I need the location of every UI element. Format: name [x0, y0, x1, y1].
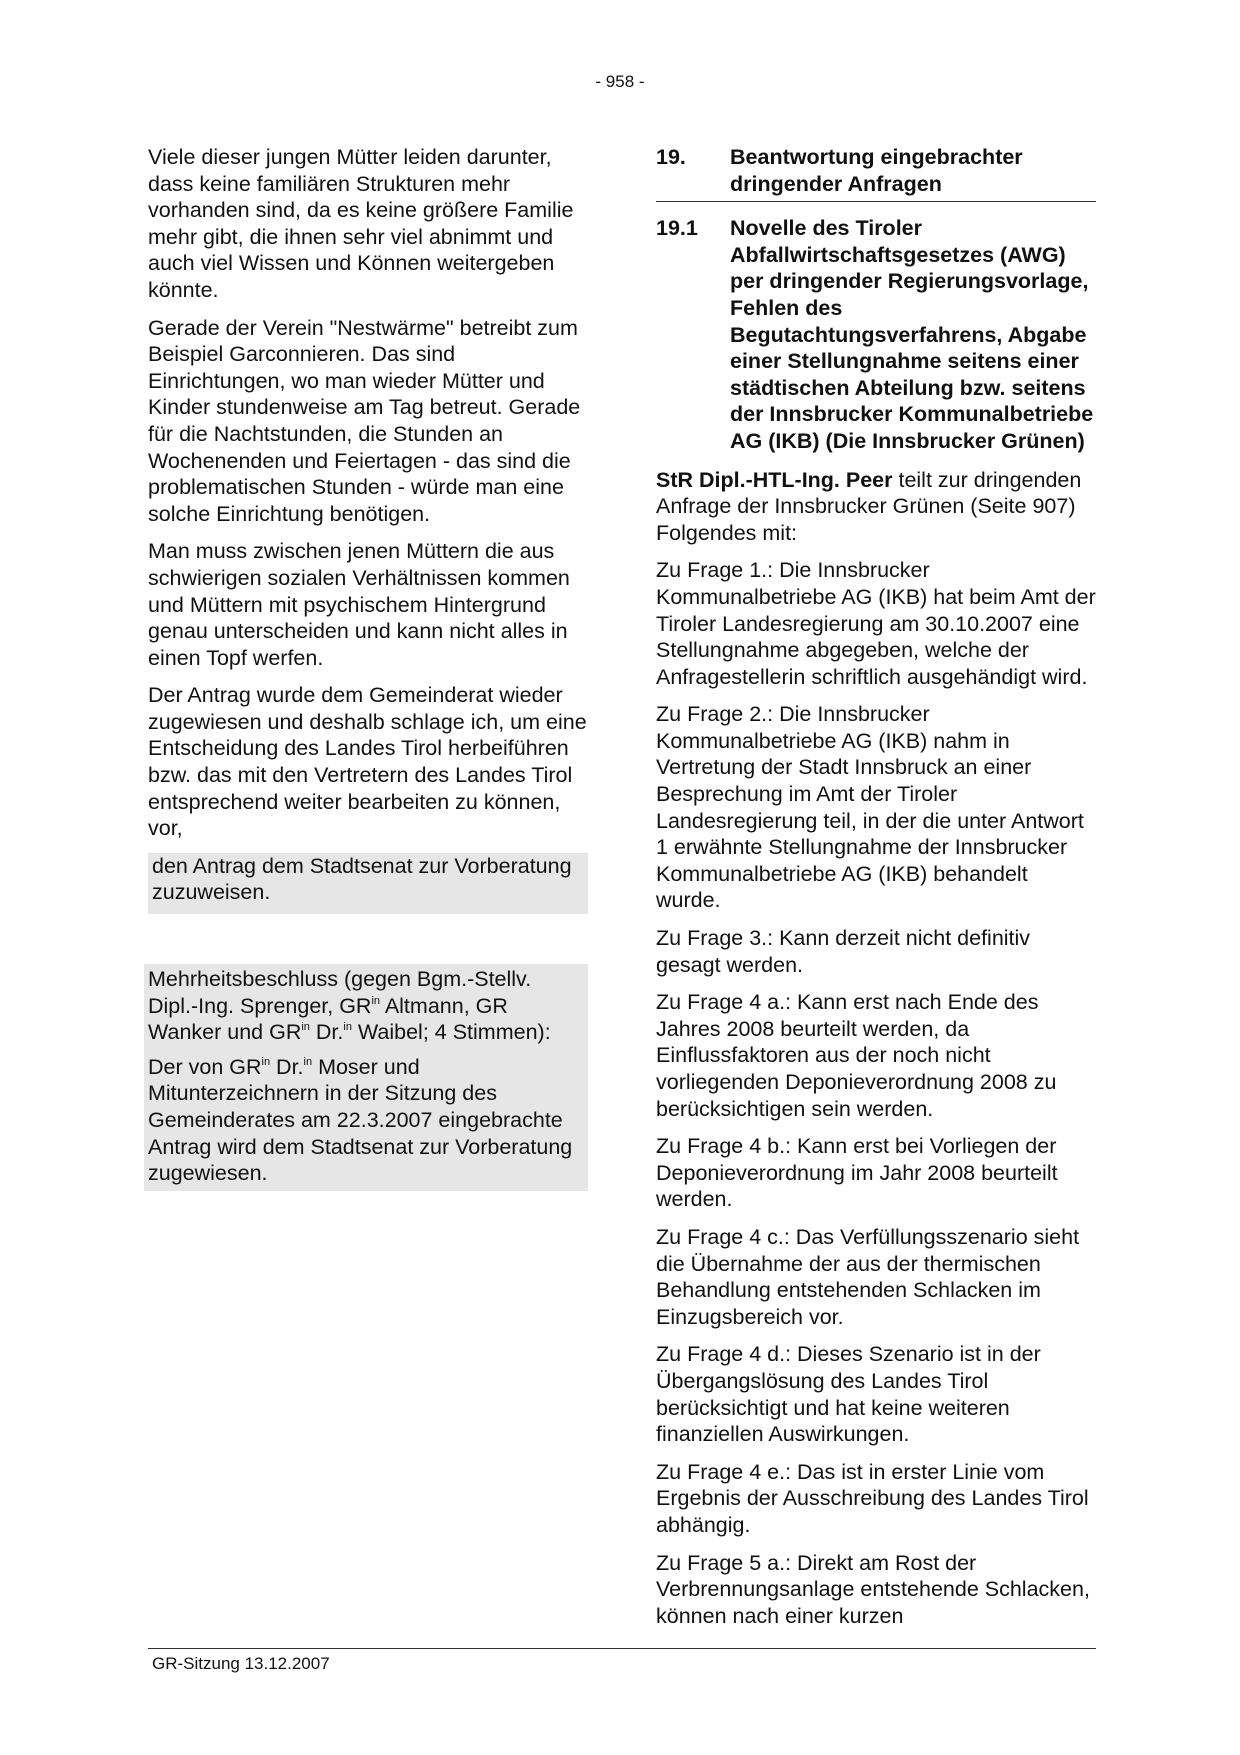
footer: GR-Sitzung 13.12.2007: [152, 1654, 330, 1673]
motion-box: den Antrag dem Stadtsenat zur Vorberatung zuzuweisen.: [148, 853, 588, 914]
superscript: in: [343, 1021, 352, 1034]
heading-title: Beantwortung eingebrachter dringender Anfragen: [730, 145, 1023, 196]
speaker-name: StR Dipl.-HTL-Ing. Peer: [656, 467, 893, 492]
answer-paragraph: Zu Frage 4 b.: Kann erst bei Vorliegen der Deponieverordnung im Jahr 2008 beurteilt werden.: [656, 1134, 1058, 1212]
page-number: - 958 -: [595, 72, 645, 91]
answer-paragraph: Zu Frage 4 d.: Dieses Szenario ist in der Übergangslösung des Landes Tirol berücksichtigt und hat keine weiteren finanziellen Auswirkungen.: [656, 1342, 1041, 1447]
answer-paragraph: Zu Frage 2.: Die Innsbrucker Kommunalbetriebe AG (IKB) nahm in Vertretung der Stadt Innsbruck an einer Besprechung im Amt der Tiroler Landesregierung teil, in der die unter Antwort 1 erwähnte Stellungnahme der Innsbrucker Kommunalbetriebe AG (IKB) behandelt wurde.: [656, 702, 1084, 913]
resolution-text: [148, 966, 584, 1046]
text-span: Mehrheitsbeschluss (gegen Bgm.-Stellv. Dipl.-Ing. Sprenger, GR: [148, 967, 532, 1018]
text-span: Altmann, GR Wanker und GR: [148, 993, 508, 1045]
heading-number: 19.: [656, 145, 686, 169]
paragraph: Der Antrag wurde dem Gemeinderat wieder zugewiesen und deshalb schlage ich, um eine Entscheidung des Landes Tirol herbeiführen bzw. das mit den Vertretern des Landes Tirol entsprechend weiter bearbeiten zu können, vor,: [148, 683, 587, 841]
text-span: Waibel; 4 Stimmen):: [351, 1020, 551, 1045]
heading-number: 19.1: [656, 216, 698, 241]
answer-paragraph: Zu Frage 5 a.: Direkt am Rost der Verbrennungsanlage entstehende Schlacken, können nach einer kurzen: [656, 1550, 1090, 1628]
text-span: Dr.: [309, 1020, 344, 1045]
answer-paragraph: Zu Frage 4 c.: Das Verfüllungsszenario sieht die Übernahme der aus der thermischen Behandlung entstehenden Schlacken im Einzugsbereich vor.: [656, 1224, 1080, 1329]
text-span: Der von GR: [148, 1054, 262, 1079]
section-heading-19-1: [656, 215, 1096, 454]
answer-paragraph: Zu Frage 4 e.: Das ist in erster Linie vom Ergebnis der Ausschreibung des Landes Tirol abhängig.: [656, 1459, 1089, 1537]
paragraph: Gerade der Verein "Nestwärme" betreibt zum Beispiel Garconnieren. Das sind Einrichtungen, wo man wieder Mütter und Kinder stundenweise am Tag betreut. Gerade für die Nachtstunden, die Stunden an Wochenenden und Feiertagen - das sind die problematischen Stunden - würde man eine solche Einrichtung benötigen.: [148, 315, 581, 526]
heading-title: Novelle des Tiroler Abfallwirtschaftsgesetzes (AWG) per dringender Regierungsvorlage, Fehlen des Begutachtungsverfahrens, Abgabe einer Stellungnahme seitens einer städtischen Abteilung bzw. seitens der Innsbrucker Kommunalbetriebe AG (IKB) (Die Innsbrucker Grünen): [730, 216, 1094, 453]
footer-divider: [148, 1648, 1096, 1649]
intro-paragraph: [656, 467, 1096, 547]
section-heading-19: [656, 144, 1096, 202]
answer-paragraph: Zu Frage 3.: Kann derzeit nicht definitiv gesagt werden.: [656, 926, 1031, 977]
answer-paragraph: Zu Frage 4 a.: Kann erst nach Ende des Jahres 2008 beurteilt werden, da Einflussfaktoren aus der noch nicht vorliegenden Deponieverordnung 2008 zu berücksichtigen sein werden.: [656, 990, 1057, 1121]
text-span: Moser und Mitunterzeichnern in der Sitzung des Gemeinderates am 22.3.2007 eingebrachte Antrag wird dem Stadtsenat zur Vorberatung zugewiesen.: [148, 1054, 573, 1186]
superscript: in: [303, 1055, 313, 1068]
resolution-box: [144, 964, 588, 1191]
paragraph: Man muss zwischen jenen Müttern die aus schwierigen sozialen Verhältnissen kommen und Müttern mit psychischem Hintergrund genau unterscheiden und kann nicht alles in einen Topf werfen.: [148, 539, 570, 670]
answer-paragraph: Zu Frage 1.: Die Innsbrucker Kommunalbetriebe AG (IKB) hat beim Amt der Tiroler Landesregierung am 30.10.2007 eine Stellungnahme abgegeben, welche der Anfragestellerin schriftlich ausgehändigt wird.: [656, 558, 1096, 689]
right-column: [656, 144, 1096, 1640]
superscript: in: [301, 1021, 310, 1034]
text-span: Dr.: [270, 1054, 304, 1079]
superscript: in: [261, 1055, 271, 1068]
superscript: in: [371, 994, 381, 1007]
decision-text: [148, 1054, 584, 1187]
paragraph: Viele dieser jungen Mütter leiden darunter, dass keine familiären Strukturen mehr vorhanden sind, da es keine größere Familie mehr gibt, die ihnen sehr viel abnimmt und auch viel Wissen und Können weitergeben könnte.: [148, 145, 574, 302]
intro-text: teilt zur dringenden Anfrage der Innsbrucker Grünen (Seite 907) Folgendes mit:: [656, 467, 1082, 545]
left-column: [148, 144, 588, 1191]
